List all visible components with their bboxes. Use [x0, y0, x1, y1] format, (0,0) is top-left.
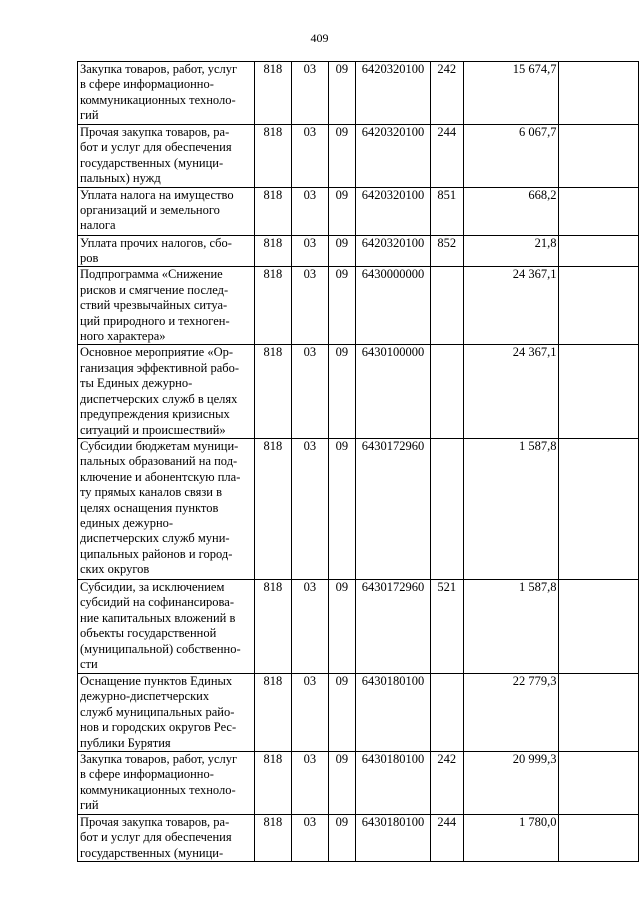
subsection-code: 09 [328, 187, 356, 235]
description-line: Уплата налога на имущество [80, 187, 234, 202]
amount: 22 779,3 [463, 673, 559, 751]
description-line: бот и услуг для обеспечения [80, 830, 232, 845]
empty-cell [559, 62, 639, 125]
description-line: ситуаций и происшествий» [80, 422, 226, 437]
empty-cell [559, 438, 639, 579]
description-line: публики Бурятия [80, 735, 171, 750]
ministry-code: 818 [254, 751, 292, 814]
description-line: Субсидии бюджетам муници- [80, 438, 239, 453]
ministry-code: 818 [254, 187, 292, 235]
description-line: Субсидии, за исключением [80, 579, 225, 594]
subsection-code: 09 [328, 235, 356, 267]
ministry-code: 818 [254, 673, 292, 751]
description-line: ние капитальных вложений в [80, 610, 236, 625]
empty-cell [559, 345, 639, 438]
description-line: государственных (муници- [80, 845, 224, 860]
target-article-code: 6430100000 [356, 345, 431, 438]
ministry-code: 818 [254, 267, 292, 345]
description-line: Закупка товаров, работ, услуг [80, 62, 238, 76]
description-line: субсидий на софинансирова- [80, 595, 234, 610]
ministry-code: 818 [254, 125, 292, 188]
expense-type-code: 851 [430, 187, 463, 235]
ministry-code: 818 [254, 235, 292, 267]
row-description [78, 438, 255, 579]
table-row [78, 62, 639, 125]
description-line: диспетчерских служб в целях [80, 391, 238, 406]
description-line: ганизация эффективной рабо- [80, 360, 240, 375]
description-line: единых дежурно- [80, 515, 174, 530]
subsection-code: 09 [328, 579, 356, 673]
table-row [78, 235, 639, 267]
table-row [78, 673, 639, 751]
table-row [78, 751, 639, 814]
section-code: 03 [292, 751, 328, 814]
expense-type-code: 244 [430, 125, 463, 188]
target-article-code: 6430180100 [356, 673, 431, 751]
description-line: Основное мероприятие «Ор- [80, 345, 234, 360]
ministry-code: 818 [254, 345, 292, 438]
section-code: 03 [292, 125, 328, 188]
description-line: ских округов [80, 562, 150, 577]
section-code: 03 [292, 438, 328, 579]
section-code: 03 [292, 673, 328, 751]
section-code: 03 [292, 62, 328, 125]
row-description [78, 125, 255, 188]
target-article-code: 6420320100 [356, 62, 431, 125]
expense-type-code [430, 438, 463, 579]
target-article-code: 6430180100 [356, 751, 431, 814]
description-line: в сфере информационно- [80, 767, 214, 782]
amount: 21,8 [463, 235, 559, 267]
table-row [78, 814, 639, 861]
description-line: (муниципальной) собственно- [80, 641, 241, 656]
description-line: налога [80, 218, 116, 233]
amount: 20 999,3 [463, 751, 559, 814]
row-description [78, 187, 255, 235]
description-line: Оснащение пунктов Единых [80, 673, 233, 688]
amount: 1 780,0 [463, 814, 559, 861]
description-line: целях оснащения пунктов [80, 500, 219, 515]
row-description [78, 579, 255, 673]
row-description [78, 62, 255, 125]
expense-type-code: 244 [430, 814, 463, 861]
amount: 668,2 [463, 187, 559, 235]
description-line: Прочая закупка товаров, ра- [80, 814, 230, 829]
description-line: организаций и земельного [80, 203, 220, 218]
description-line: Уплата прочих налогов, сбо- [80, 235, 232, 250]
expense-type-code [430, 673, 463, 751]
empty-cell [559, 187, 639, 235]
expense-type-code [430, 345, 463, 438]
table-row [78, 345, 639, 438]
subsection-code: 09 [328, 673, 356, 751]
page-number: 409 [310, 31, 329, 45]
description-line: сти [80, 656, 98, 671]
row-description [78, 267, 255, 345]
description-line: Закупка товаров, работ, услуг [80, 751, 238, 766]
target-article-code: 6420320100 [356, 235, 431, 267]
table-row [78, 438, 639, 579]
empty-cell [559, 673, 639, 751]
subsection-code: 09 [328, 267, 356, 345]
target-article-code: 6430172960 [356, 579, 431, 673]
row-description [78, 235, 255, 267]
ministry-code: 818 [254, 438, 292, 579]
target-article-code: 6420320100 [356, 187, 431, 235]
description-line: диспетчерских служб муни- [80, 531, 230, 546]
expense-type-code: 521 [430, 579, 463, 673]
empty-cell [559, 751, 639, 814]
ministry-code: 818 [254, 579, 292, 673]
subsection-code: 09 [328, 345, 356, 438]
description-line: Подпрограмма «Снижение [80, 267, 223, 282]
empty-cell [559, 125, 639, 188]
description-line: ту прямых каналов связи в [80, 485, 223, 500]
budget-table [77, 61, 639, 862]
ministry-code: 818 [254, 814, 292, 861]
section-code: 03 [292, 814, 328, 861]
target-article-code: 6430172960 [356, 438, 431, 579]
target-article-code: 6420320100 [356, 125, 431, 188]
description-line: коммуникационных техноло- [80, 782, 236, 797]
description-line: ципальных районов и город- [80, 546, 233, 561]
table-body [78, 62, 639, 862]
expense-type-code: 242 [430, 62, 463, 125]
expense-type-code: 852 [430, 235, 463, 267]
section-code: 03 [292, 187, 328, 235]
description-line: ключение и абонентскую пла- [80, 469, 241, 484]
empty-cell [559, 267, 639, 345]
description-line: рисков и смягчение послед- [80, 282, 229, 297]
section-code: 03 [292, 267, 328, 345]
row-description [78, 345, 255, 438]
amount: 15 674,7 [463, 62, 559, 125]
amount: 1 587,8 [463, 579, 559, 673]
section-code: 03 [292, 579, 328, 673]
description-line: ций природного и техноген- [80, 313, 230, 328]
description-line: коммуникационных техноло- [80, 92, 236, 107]
description-line: ров [80, 251, 99, 266]
description-line: гий [80, 108, 99, 123]
description-line: государственных (муници- [80, 155, 224, 170]
row-description [78, 814, 255, 861]
description-line: дежурно-диспетчерских [80, 689, 210, 704]
ministry-code: 818 [254, 62, 292, 125]
table-row [78, 125, 639, 188]
description-line: гий [80, 798, 99, 813]
empty-cell [559, 235, 639, 267]
description-line: Прочая закупка товаров, ра- [80, 125, 230, 139]
section-code: 03 [292, 235, 328, 267]
description-line: нов и городских округов Рес- [80, 720, 237, 735]
amount: 24 367,1 [463, 267, 559, 345]
section-code: 03 [292, 345, 328, 438]
description-line: ствий чрезвычайных ситуа- [80, 298, 228, 313]
amount: 24 367,1 [463, 345, 559, 438]
empty-cell [559, 579, 639, 673]
description-line: в сфере информационно- [80, 77, 214, 92]
empty-cell [559, 814, 639, 861]
table-row [78, 267, 639, 345]
description-line: бот и услуг для обеспечения [80, 140, 232, 155]
target-article-code: 6430000000 [356, 267, 431, 345]
description-line: объекты государственной [80, 626, 217, 641]
description-line: предупреждения кризисных [80, 407, 230, 422]
subsection-code: 09 [328, 62, 356, 125]
target-article-code: 6430180100 [356, 814, 431, 861]
description-line: служб муниципальных райо- [80, 704, 235, 719]
table-row [78, 187, 639, 235]
description-line: ты Единых дежурно- [80, 376, 193, 391]
expense-type-code: 242 [430, 751, 463, 814]
subsection-code: 09 [328, 751, 356, 814]
description-line: пальных образований на под- [80, 454, 238, 469]
subsection-code: 09 [328, 438, 356, 579]
description-line: ного характера» [80, 329, 166, 344]
subsection-code: 09 [328, 814, 356, 861]
description-line: пальных) нужд [80, 171, 161, 186]
table-row [78, 579, 639, 673]
amount: 1 587,8 [463, 438, 559, 579]
subsection-code: 09 [328, 125, 356, 188]
expense-type-code [430, 267, 463, 345]
row-description [78, 751, 255, 814]
row-description [78, 673, 255, 751]
amount: 6 067,7 [463, 125, 559, 188]
